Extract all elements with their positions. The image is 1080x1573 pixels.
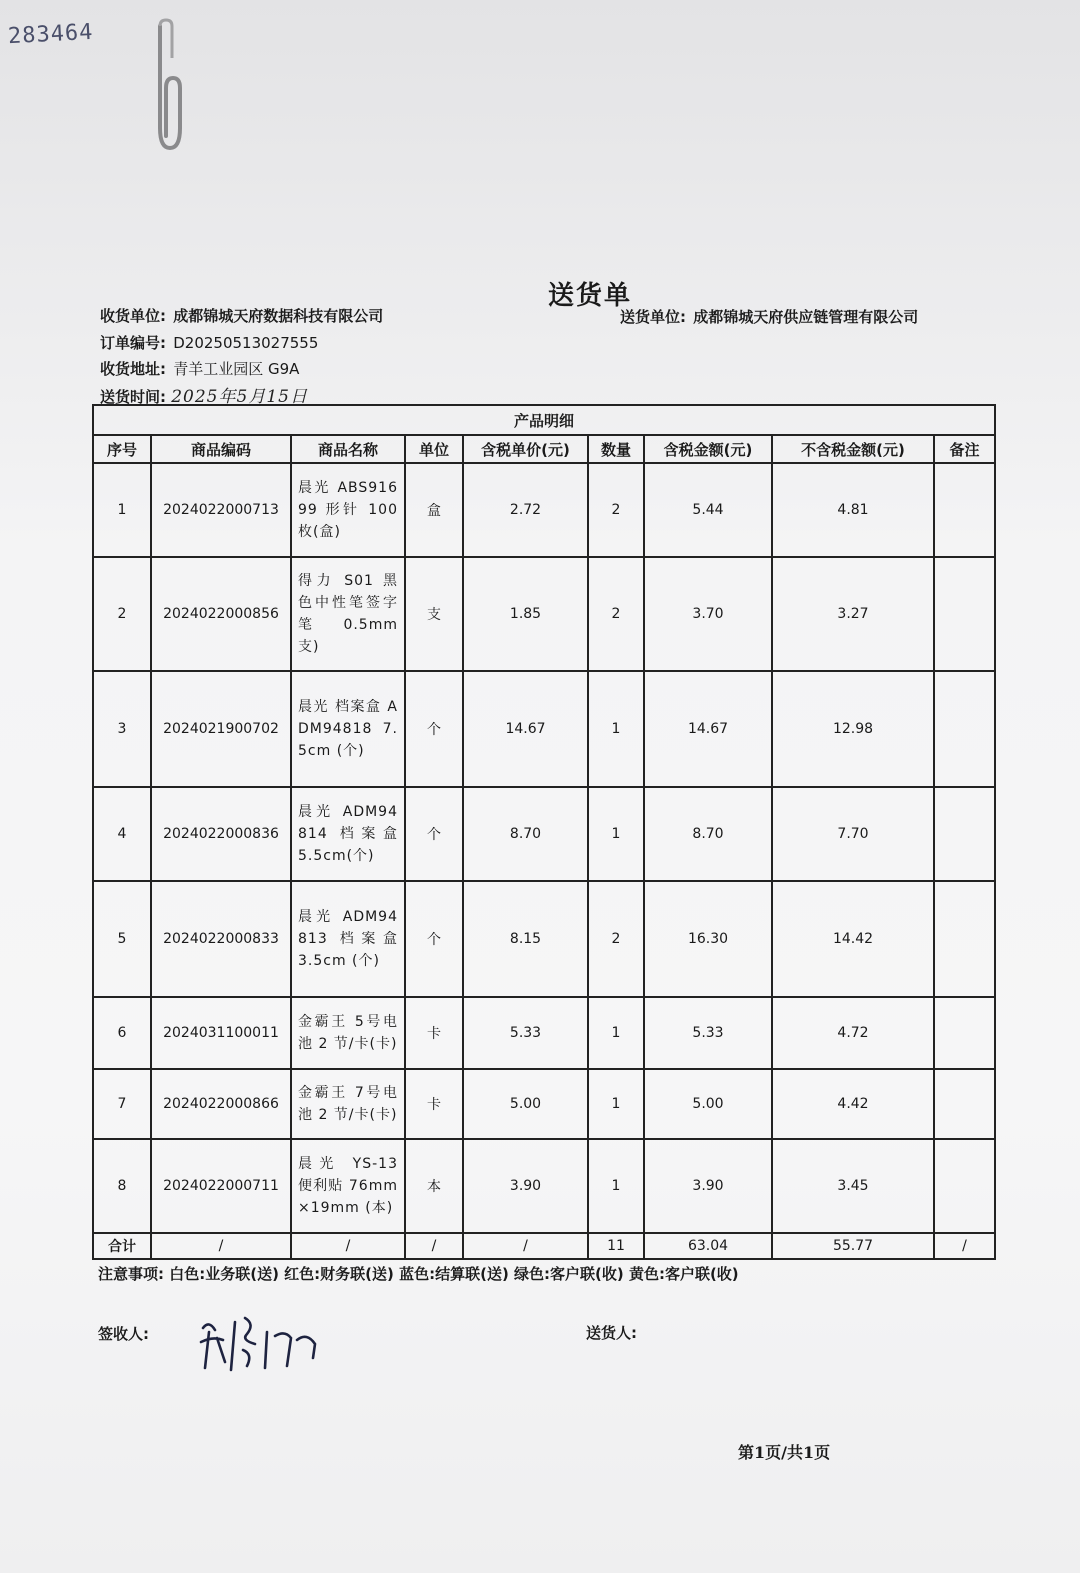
row-code: 2024022000711 [151, 1139, 291, 1233]
row-name: 晨光 ADM94813 档案盒 3.5cm (个) [291, 881, 405, 997]
total-qty: 11 [588, 1233, 644, 1259]
row-net: 4.72 [772, 997, 934, 1069]
row-price: 14.67 [463, 671, 588, 787]
row-qty: 2 [588, 557, 644, 671]
row-amount: 5.44 [644, 463, 772, 557]
col-header: 商品名称 [291, 435, 405, 463]
table-row [93, 1069, 995, 1139]
row-qty: 1 [588, 787, 644, 881]
row-code: 2024021900702 [151, 671, 291, 787]
row-net: 7.70 [772, 787, 934, 881]
row-name: 晨光 ADM94814 档案盒 5.5cm(个) [291, 787, 405, 881]
total-name: / [291, 1233, 405, 1259]
signer-label: 签收人: [98, 1325, 149, 1343]
row-unit: 个 [405, 787, 463, 881]
receiver-label: 收货单位: [100, 307, 166, 325]
total-price: / [463, 1233, 588, 1259]
row-code: 2024022000866 [151, 1069, 291, 1139]
row-unit: 本 [405, 1139, 463, 1233]
order-label: 订单编号: [100, 334, 166, 352]
table-row [93, 881, 995, 997]
total-code: / [151, 1233, 291, 1259]
row-price: 3.90 [463, 1139, 588, 1233]
row-no: 6 [93, 997, 151, 1069]
row-unit: 卡 [405, 1069, 463, 1139]
row-price: 1.85 [463, 557, 588, 671]
row-unit: 盒 [405, 463, 463, 557]
row-no: 2 [93, 557, 151, 671]
product-table [92, 404, 996, 1260]
row-code: 2024022000713 [151, 463, 291, 557]
total-amount: 63.04 [644, 1233, 772, 1259]
row-qty: 1 [588, 1139, 644, 1233]
row-code: 2024022000836 [151, 787, 291, 881]
time-label: 送货时间: [100, 388, 166, 406]
paperclip-icon [140, 18, 190, 158]
address-value: 青羊工业园区 G9A [173, 360, 300, 378]
total-net: 55.77 [772, 1233, 934, 1259]
table-row [93, 997, 995, 1069]
row-qty: 1 [588, 671, 644, 787]
row-name: 晨光 YS-13 便利贴 76mm×19mm (本) [291, 1139, 405, 1233]
col-header: 序号 [93, 435, 151, 463]
document-title: 送货单 [547, 281, 632, 311]
address-line [100, 358, 299, 379]
row-net: 3.45 [772, 1139, 934, 1233]
row-amount: 5.00 [644, 1069, 772, 1139]
delivery-date-handwritten: 2025年5月15日 [171, 387, 308, 407]
row-no: 8 [93, 1139, 151, 1233]
row-remark [934, 557, 995, 671]
col-header: 单位 [405, 435, 463, 463]
row-name: 晨光 档案盒 ADM94818 7.5cm (个) [291, 671, 405, 787]
col-header: 含税单价(元) [463, 435, 588, 463]
row-amount: 5.33 [644, 997, 772, 1069]
row-code: 2024022000833 [151, 881, 291, 997]
row-price: 5.00 [463, 1069, 588, 1139]
row-qty: 1 [588, 997, 644, 1069]
row-name: 金霸王 7号电池 2 节/卡(卡) [291, 1069, 405, 1139]
row-price: 8.70 [463, 787, 588, 881]
row-no: 5 [93, 881, 151, 997]
row-net: 14.42 [772, 881, 934, 997]
col-header: 商品编码 [151, 435, 291, 463]
total-label: 合计 [93, 1233, 151, 1259]
row-amount: 16.30 [644, 881, 772, 997]
row-amount: 3.70 [644, 557, 772, 671]
total-unit: / [405, 1233, 463, 1259]
notes-text: 注意事项: 白色:业务联(送) 红色:财务联(送) 蓝色:结算联(送) 绿色:客户联(收) 黄色:客户联(收) [98, 1265, 739, 1283]
table-row [93, 557, 995, 671]
row-code: 2024031100011 [151, 997, 291, 1069]
row-qty: 1 [588, 1069, 644, 1139]
row-no: 1 [93, 463, 151, 557]
row-net: 12.98 [772, 671, 934, 787]
sender-label: 送货单位: [620, 308, 686, 326]
total-row [93, 1233, 995, 1259]
row-remark [934, 463, 995, 557]
row-remark [934, 1069, 995, 1139]
page-number: 第1页/共1页 [738, 1443, 831, 1462]
handwritten-number: 283464 [7, 19, 95, 50]
sender-line [620, 306, 918, 327]
row-code: 2024022000856 [151, 557, 291, 671]
col-header: 含税金额(元) [644, 435, 772, 463]
row-name: 得力 S01 黑色中性笔签字笔 0.5mm 支) [291, 557, 405, 671]
table-caption: 产品明细 [93, 405, 995, 435]
row-no: 3 [93, 671, 151, 787]
col-header: 备注 [934, 435, 995, 463]
row-unit: 个 [405, 671, 463, 787]
row-no: 7 [93, 1069, 151, 1139]
table-header-row [93, 435, 995, 463]
row-remark [934, 671, 995, 787]
row-net: 4.81 [772, 463, 934, 557]
receiver-line [100, 305, 383, 326]
row-name: 金霸王 5号电池 2 节/卡(卡) [291, 997, 405, 1069]
sender-value: 成都锦城天府供应链管理有限公司 [693, 308, 919, 326]
row-price: 2.72 [463, 463, 588, 557]
receiver-value: 成都锦城天府数据科技有限公司 [173, 307, 384, 325]
row-net: 3.27 [772, 557, 934, 671]
table-row [93, 787, 995, 881]
row-amount: 3.90 [644, 1139, 772, 1233]
table-row [93, 1139, 995, 1233]
col-header: 数量 [588, 435, 644, 463]
total-remark: / [934, 1233, 995, 1259]
row-price: 5.33 [463, 997, 588, 1069]
row-unit: 支 [405, 557, 463, 671]
order-value: D20250513027555 [173, 334, 319, 352]
row-price: 8.15 [463, 881, 588, 997]
address-label: 收货地址: [100, 360, 166, 378]
table-row [93, 671, 995, 787]
row-amount: 8.70 [644, 787, 772, 881]
row-remark [934, 787, 995, 881]
row-net: 4.42 [772, 1069, 934, 1139]
row-no: 4 [93, 787, 151, 881]
row-remark [934, 997, 995, 1069]
row-unit: 卡 [405, 997, 463, 1069]
col-header: 不含税金额(元) [772, 435, 934, 463]
row-name: 晨光 ABS91699 形针 100 枚(盒) [291, 463, 405, 557]
deliverer-label: 送货人: [586, 1324, 637, 1342]
row-unit: 个 [405, 881, 463, 997]
row-remark [934, 881, 995, 997]
row-amount: 14.67 [644, 671, 772, 787]
table-row [93, 463, 995, 557]
row-qty: 2 [588, 881, 644, 997]
order-line [100, 332, 318, 353]
signature-image [195, 1310, 325, 1380]
row-remark [934, 1139, 995, 1233]
row-qty: 2 [588, 463, 644, 557]
